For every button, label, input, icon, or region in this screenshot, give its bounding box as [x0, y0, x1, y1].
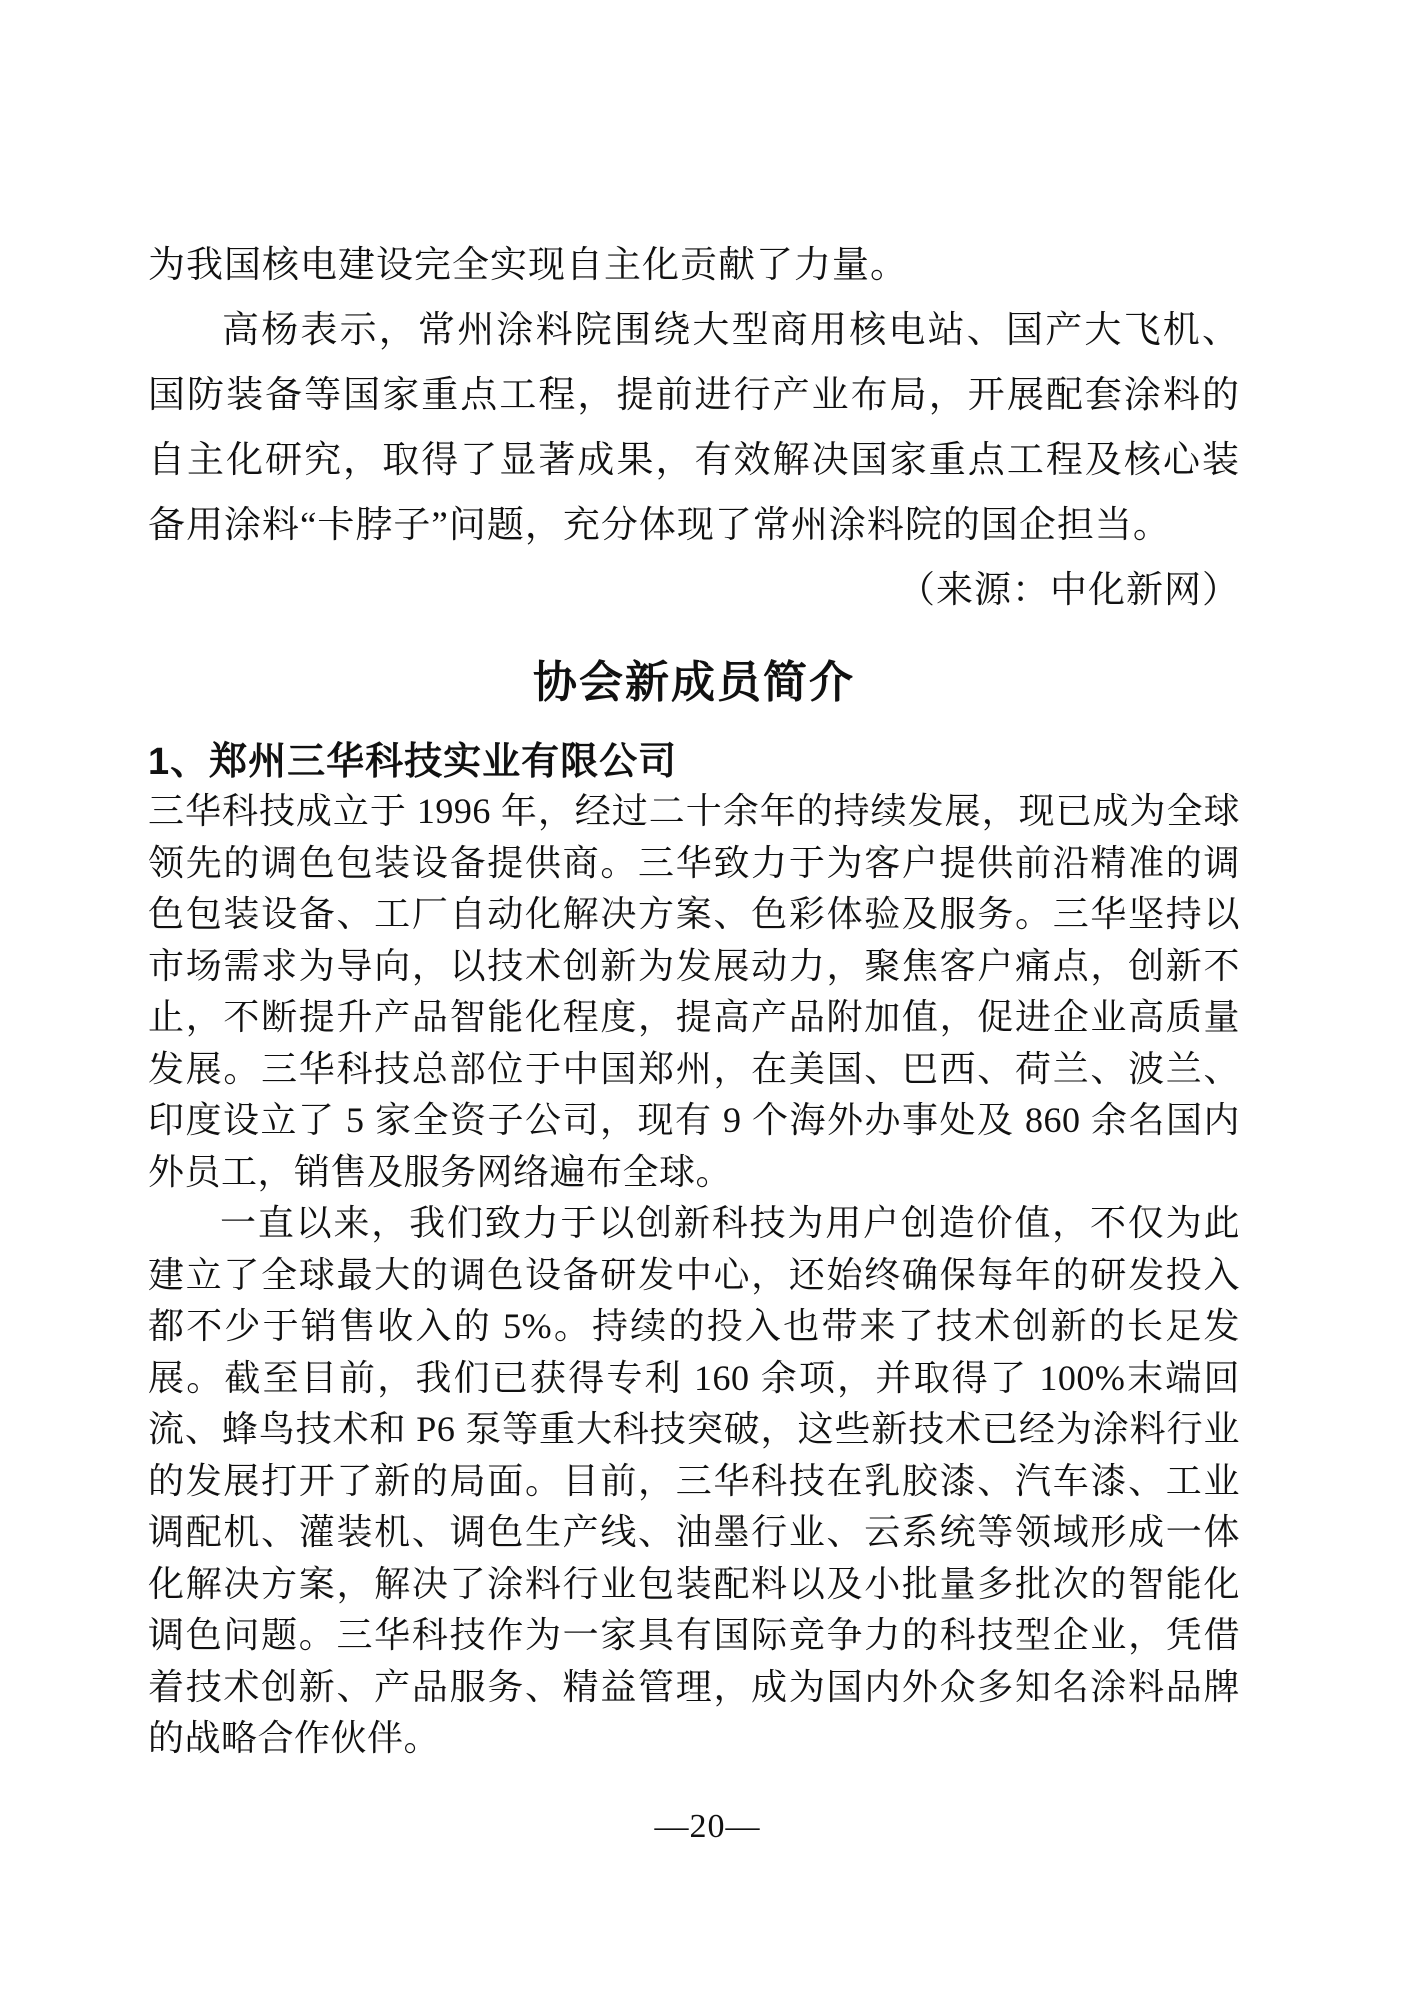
article-closing-paragraph: 为我国核电建设完全实现自主化贡献了力量。: [148, 245, 908, 286]
page-number: —20—: [654, 1808, 761, 1845]
article-quote-paragraph: 高杨表示，常州涂料院围绕大型商用核电站、国产大飞机、国防装备等国家重点工程，提前进行产业布局，开展配套涂料的自主化研究，取得了显著成果，有效解决国家重点工程及核心装备用涂料“卡脖子”问题，充分体现了常州涂料院的国企担当。: [148, 310, 1240, 546]
member1-detail-paragraph: 一直以来，我们致力于以创新科技为用户创造价值，不仅为此建立了全球最大的调色设备研发中心，还始终确保每年的研发投入都不少于销售收入的 5%。持续的投入也带来了技术创新的长足发展。截至目前，我们已获得专利 160 余项，并取得了 100%末端回流、蜂鸟技术和 P6 泵等重大科技突破，这些新技术已经为涂料行业的发展打开了新的局面。目前，三华科技在乳胶漆、汽车漆、工业调配机、灌装机、调色生产线、油墨行业、云系统等领域形成一体化解决方案，解决了涂料行业包装配料以及小批量多批次的智能化调色问题。三华科技作为一家具有国际竞争力的科技型企业，凭借着技术创新、产品服务、精益管理，成为国内外众多知名涂料品牌的战略合作伙伴。: [148, 1203, 1240, 1758]
member1-intro-paragraph: 三华科技成立于 1996 年，经过二十余年的持续发展，现已成为全球领先的调色包装设备提供商。三华致力于为客户提供前沿精准的调色包装设备、工厂自动化解决方案、色彩体验及服务。三华坚持以市场需求为导向，以技术创新为发展动力，聚焦客户痛点，创新不止，不断提升产品智能化程度，提高产品附加值，促进企业高质量发展。三华科技总部位于中国郑州，在美国、巴西、荷兰、波兰、印度设立了 5 家全资子公司，现有 9 个海外办事处及 860 余名国内外员工，销售及服务网络遍布全球。: [148, 791, 1240, 1192]
member1-title: 1、郑州三华科技实业有限公司: [148, 741, 678, 783]
article-source-attribution: （来源：中化新网）: [898, 570, 1240, 611]
section-heading: 协会新成员简介: [533, 658, 855, 707]
